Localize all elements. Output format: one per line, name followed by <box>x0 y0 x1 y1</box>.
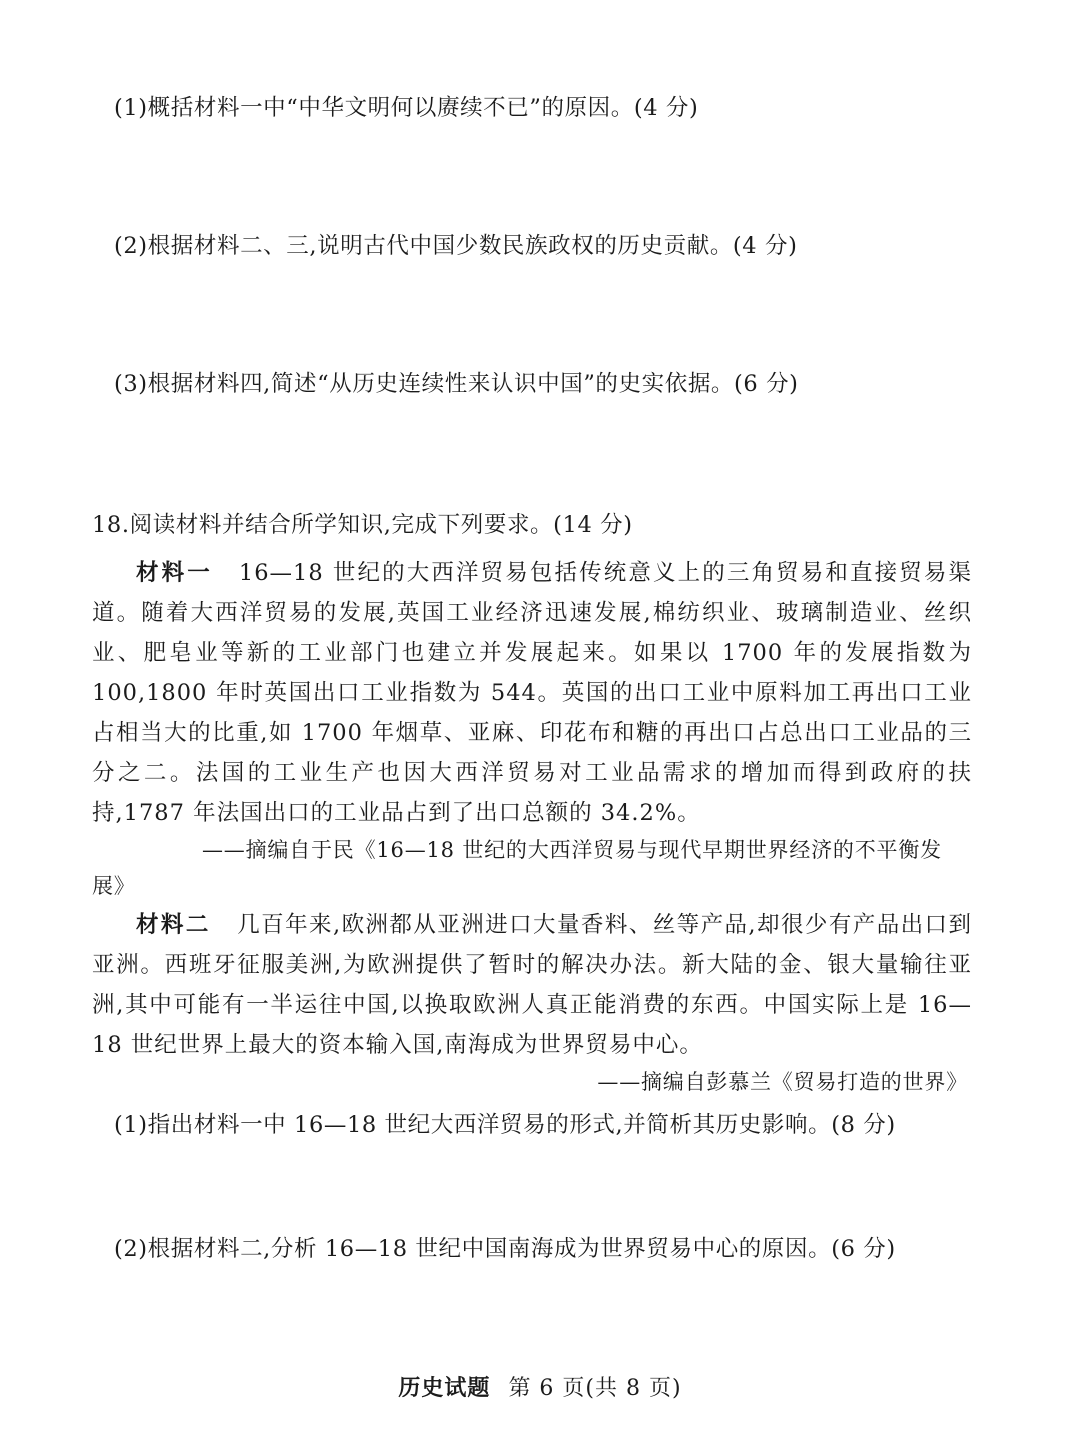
material-one <box>92 553 972 833</box>
spacer <box>92 543 972 553</box>
question-18-sub-1: (1)指出材料一中 16—18 世纪大西洋贸易的形式,并简析其历史影响。(8 分) <box>114 1111 896 1138</box>
material-one-source: ——摘编自于民《16—18 世纪的大西洋贸易与现代早期世界经济的不平衡发展》 <box>92 838 942 899</box>
answer-space-2 <box>92 264 972 368</box>
top-question-2: (2)根据材料二、三,说明古代中国少数民族政权的历史贡献。(4 分) <box>114 232 798 259</box>
top-question-1: (1)概括材料一中“中华文明何以赓续不已”的原因。(4 分) <box>114 95 699 121</box>
answer-space-3 <box>92 401 972 509</box>
page-footer <box>0 1371 1080 1402</box>
answer-space-18-1 <box>92 1143 972 1231</box>
footer-subject: 历史试题 <box>398 1375 491 1401</box>
footer-page-number: 第 6 页(共 8 页) <box>508 1376 682 1401</box>
answer-space-1 <box>92 126 972 230</box>
material-two-source: ——摘编自彭慕兰《贸易打造的世界》 <box>597 1069 968 1094</box>
question-18-number: 18. <box>92 512 130 539</box>
material-two <box>92 905 972 1065</box>
question-18-stem-text: 阅读材料并结合所学知识,完成下列要求。(14 分) <box>129 512 633 539</box>
material-two-text: 几百年来,欧洲都从亚洲进口大量香料、丝等产品,却很少有产品出口到亚洲。西班牙征服美洲,为欧洲提供了暂时的解决办法。新大陆的金、银大量输往亚洲,其中可能有一半运往中国,以换取欧洲人真正能消费的东西。中国实际上是 16—18 世纪世界上最大的资本输入国,南海成为世界贸易中心。 <box>92 911 972 1058</box>
material-two-label: 材料二 <box>136 911 211 938</box>
material-one-text: 16—18 世纪的大西洋贸易包括传统意义上的三角贸易和直接贸易渠道。随着大西洋贸易的发展,英国工业经济迅速发展,棉纺织业、玻璃制造业、丝织业、肥皂业等新的工业部门也建立并发展起来。如果以 1700 年的发展指数为 100,1800 年时英国出口工业指数为 544。英国的出口工业中原料加工再出口工业占相当大的比重,如 1700 年烟草、亚麻、印花布和糖的再出口占总出口工业品的三分之二。法国的工业生产也因大西洋贸易对工业品需求的增加而得到政府的扶持,1787 年法国出口的工业品占到了出口总额的 34.2%。 <box>92 560 972 827</box>
top-question-3: (3)根据材料四,简述“从历史连续性来认识中国”的史实依据。(6 分) <box>114 370 799 397</box>
question-18-sub-2: (2)根据材料二,分析 16—18 世纪中国南海成为世界贸易中心的原因。(6 分) <box>114 1235 896 1262</box>
page-content <box>92 92 972 1267</box>
question-18-stem <box>92 509 972 543</box>
material-one-label: 材料一 <box>136 560 213 586</box>
